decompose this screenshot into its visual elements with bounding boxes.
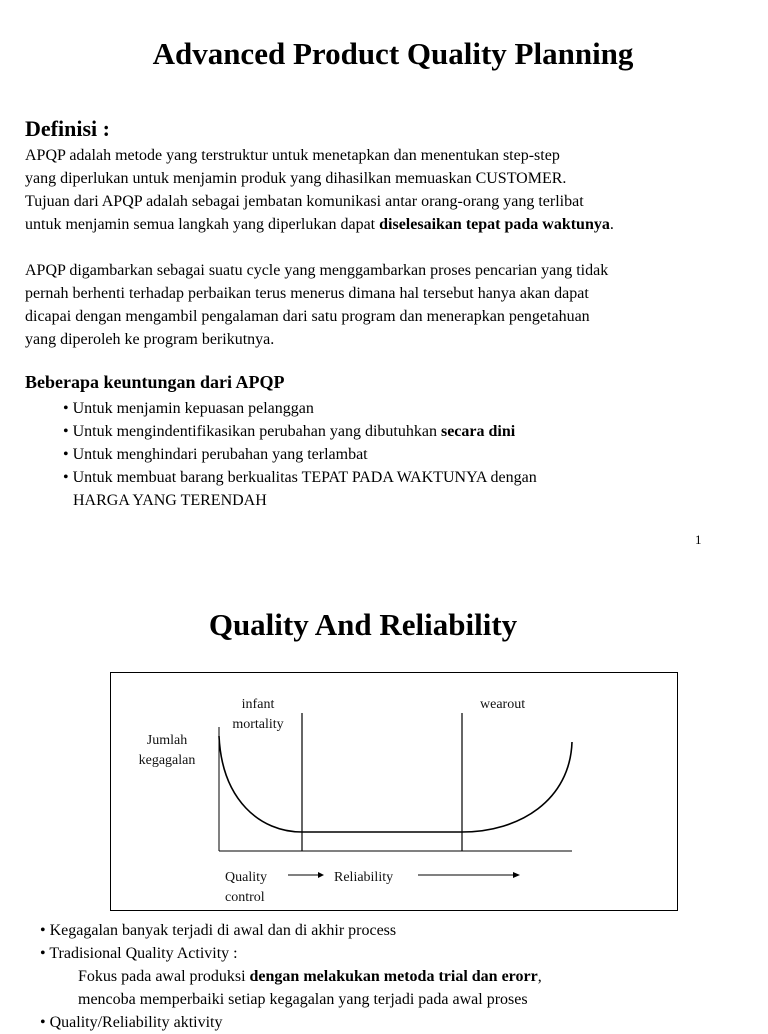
text-run: Fokus pada awal produksi <box>78 968 250 985</box>
notes-list <box>40 919 542 1034</box>
label-line: Quality <box>225 870 267 885</box>
text-run: , <box>537 968 542 985</box>
list-item-detail <box>40 965 542 988</box>
bathtub-curve <box>219 736 572 832</box>
label-line: mortality <box>232 717 284 732</box>
emphasis-text: secara dini <box>440 423 516 440</box>
wearout-label: wearout <box>480 697 526 712</box>
y-axis-label <box>132 731 202 771</box>
reliability-label: Reliability <box>334 870 394 885</box>
infant-mortality-label <box>222 695 294 735</box>
page-number: 1 <box>695 532 702 547</box>
arrow-reliability-head <box>513 872 520 878</box>
list-item-continuation: HARGA YANG TERENDAH <box>73 492 267 509</box>
list-item: • Untuk menjamin kepuasan pelanggan <box>63 400 314 417</box>
list-item-detail: mencoba memperbaiki setiap kegagalan yang terjadi pada awal proses <box>78 991 528 1008</box>
section-title: Quality And Reliability <box>208 607 518 642</box>
label-line: Jumlah <box>146 733 188 748</box>
arrow-qc-head <box>318 872 324 878</box>
label-line: infant <box>241 697 275 712</box>
list-item: • Kegagalan banyak terjadi di awal dan di akhir process <box>40 922 397 939</box>
paragraph-line: APQP digambarkan sebagai suatu cycle yang menggambarkan proses pencarian yang tidak <box>25 262 609 279</box>
text-run: . <box>609 216 614 233</box>
text-run: untuk menjamin semua langkah yang diperlukan dapat <box>25 216 380 233</box>
label-line: kegagalan <box>138 753 196 768</box>
paragraph-line: yang diperoleh ke program berikutnya. <box>25 331 275 348</box>
definition-heading: Definisi : <box>25 116 110 141</box>
page-title: Advanced Product Quality Planning <box>152 36 634 71</box>
paragraph-line: pernah berhenti terhadap perbaikan terus menerus dimana hal tersebut hanya akan dapat <box>25 285 589 302</box>
paragraph-line: yang diperlukan untuk menjamin produk yang dihasilkan memuaskan CUSTOMER. <box>25 170 567 187</box>
text-run: • Untuk mengindentifikasikan perubahan yang dibutuhkan <box>63 423 441 440</box>
list-item: • Untuk menghindari perubahan yang terlambat <box>63 446 368 463</box>
paragraph-line: APQP adalah metode yang terstruktur untuk menetapkan dan menentukan step-step <box>25 147 560 164</box>
emphasis-text: dengan melakukan metoda trial dan erorr <box>249 968 538 985</box>
paragraph-line: dicapai dengan mengambil pengalaman dari satu program dan menerapkan pengetahuan <box>25 308 590 325</box>
paragraph-line: Tujuan dari APQP adalah sebagai jembatan komunikasi antar orang-orang yang terlibat <box>25 193 584 210</box>
emphasis-text: diselesaikan tepat pada waktunya <box>379 216 610 233</box>
list-item: • Quality/Reliability aktivity <box>40 1014 223 1031</box>
benefits-heading: Beberapa keuntungan dari APQP <box>25 372 285 392</box>
quality-control-label <box>225 868 267 908</box>
list-item: • Tradisional Quality Activity : <box>40 945 238 962</box>
label-line: control <box>225 890 265 905</box>
list-item: • Untuk membuat barang berkualitas TEPAT PADA WAKTUNYA dengan <box>63 469 537 486</box>
